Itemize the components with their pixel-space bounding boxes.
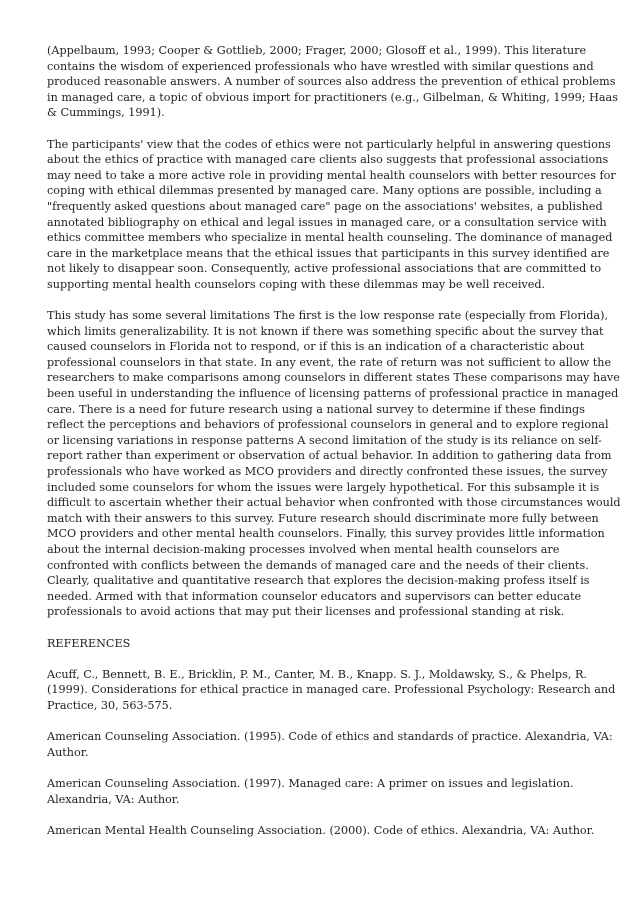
text-line: researchers to make comparisons among counselors in different states These comparisons may have	[47, 371, 620, 385]
text-line: (Appelbaum, 1993; Cooper & Gottlieb, 2000; Frager, 2000; Glosoff et al., 1999). This literature	[47, 44, 587, 57]
text-line: supporting mental health counselors coping with these dilemmas may be well received.	[47, 277, 546, 291]
text-line: been useful in understanding the influence of licensing patterns of professional practice in managed	[47, 387, 619, 401]
text-line: which limits generalizability. It is not known if there was something specific about the survey that	[47, 324, 604, 338]
text-line: professionals to avoid actions that may put their licenses and professional standing at risk.	[47, 605, 565, 619]
reference-entry-4	[47, 823, 597, 839]
text-line: American Counseling Association. (1997). Managed care: A primer on issues and legislation.	[47, 776, 574, 790]
text-line: confronted with conflicts between the demands of managed care and the needs of their clients.	[47, 558, 589, 572]
text-line: reflect the perceptions and behaviors of professional counselors in general and to explore regional	[47, 418, 609, 432]
text-line: Practice, 30, 563-575.	[47, 698, 173, 712]
text-line: produced reasonable answers. A number of sources also address the prevention of ethical problems	[47, 75, 616, 89]
text-line: in managed care, a topic of obvious import for practitioners (e.g., Gilbelman, & Whiting, 1999; Haas	[47, 90, 618, 104]
text-line: The participants' view that the codes of ethics were not particularly helpful in answering questions	[47, 137, 611, 151]
reference-entry-1	[47, 667, 616, 714]
text-line: "frequently asked questions about managed care" page on the associations' websites, a published	[47, 199, 603, 213]
text-line: professional counselors in that state. In any event, the rate of return was not sufficient to allow the	[47, 355, 612, 369]
text-line: Clearly, qualitative and quantitative research that explores the decision-making profess itself is	[47, 574, 590, 588]
text-line: may need to take a more active role in providing mental health counselors with better resources for	[47, 168, 616, 182]
reference-entry-3	[47, 776, 597, 807]
text-line: caused counselors in Florida not to respond, or if this is an indication of a characteristic about	[47, 340, 585, 354]
text-line: ethics committee members who specialize in mental health counseling. The dominance of managed	[47, 231, 613, 245]
body-paragraph-1	[47, 43, 618, 121]
text-line: coping with ethical dilemmas presented by managed care. Many options are possible, including a	[47, 184, 602, 198]
text-line: about the internal decision-making processes involved when mental health counselors are	[47, 543, 560, 556]
text-line: difficult to ascertain whether their actual behavior when confronted with those circumstances would	[47, 496, 621, 510]
text-line: match with their answers to this survey. Future research should discriminate more fully between	[47, 511, 599, 525]
text-line: report rather than experiment or observation of actual behavior. In addition to gathering data from	[47, 449, 612, 463]
text-line: Author.	[47, 745, 89, 759]
text-line: included some counselors for whom the issues were largely hypothetical. For this subsample it is	[47, 480, 600, 494]
text-line: contains the wisdom of experienced professionals who have wrestled with similar questions and	[47, 59, 594, 73]
text-line: care in the marketplace means that the ethical issues that participants in this survey identified are	[47, 246, 610, 260]
body-paragraph-2	[47, 137, 616, 293]
text-line: not likely to disappear soon. Consequently, active professional associations that are committed to	[47, 262, 602, 276]
text-line: MCO providers and other mental health counselors. Finally, this survey provides little information	[47, 527, 605, 541]
text-line: Alexandria, VA: Author.	[47, 792, 180, 806]
text-line: annotated bibliography on ethical and legal issues in managed care, or a consultation service with	[47, 215, 607, 229]
body-paragraph-3	[47, 308, 621, 620]
reference-entry-2	[47, 729, 613, 760]
text-line: (1999). Considerations for ethical practice in managed care. Professional Psychology: Research and	[47, 683, 616, 697]
text-line: Acuff, C., Bennett, B. E., Bricklin, P. M., Canter, M. B., Knapp. S. J., Moldawsky, S., & Phelps, R.	[47, 667, 587, 681]
text-line: or licensing variations in response patterns A second limitation of the study is its reliance on self-	[47, 433, 602, 447]
text-line: about the ethics of practice with managed care clients also suggests that professional associations	[47, 153, 609, 167]
document-page	[47, 43, 621, 854]
text-line: American Mental Health Counseling Association. (2000). Code of ethics. Alexandria, VA: Author.	[47, 823, 595, 837]
text-line: professionals who have worked as MCO providers and directly confronted these issues, the survey	[47, 465, 608, 479]
text-line: This study has some several limitations The first is the low response rate (especially from Florida),	[47, 309, 608, 323]
references-heading: REFERENCES	[47, 636, 131, 650]
text-line: American Counseling Association. (1995). Code of ethics and standards of practice. Alexandria, VA:	[47, 730, 613, 744]
text-line: & Cummings, 1991).	[47, 106, 165, 120]
text-line: care. There is a need for future research using a national survey to determine if these findings	[47, 402, 585, 416]
text-line: needed. Armed with that information counselor educators and supervisors can better educate	[47, 589, 582, 603]
